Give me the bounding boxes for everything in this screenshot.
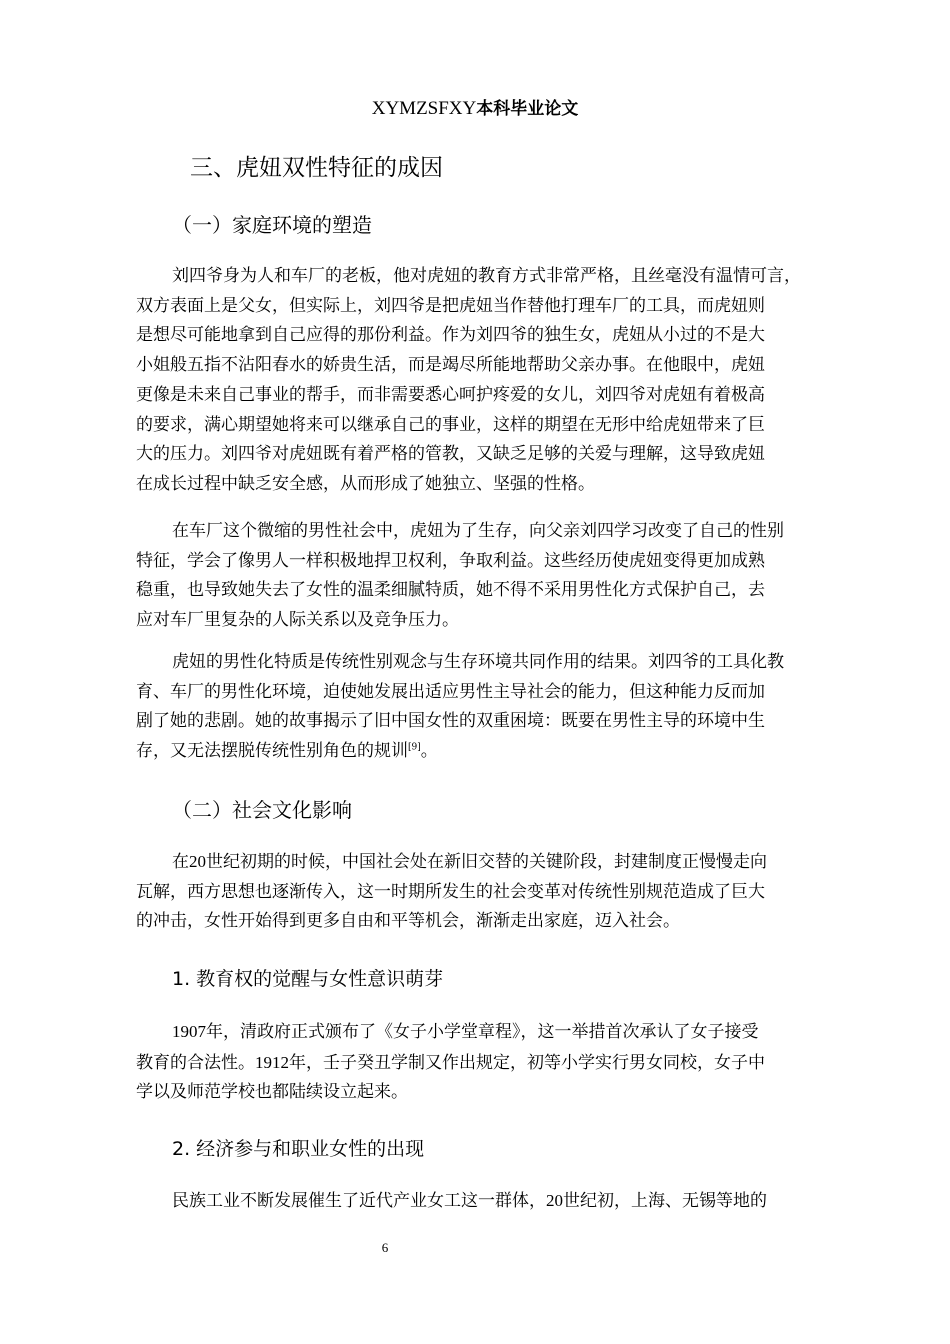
text-line: 剧了她的悲剧。她的故事揭示了旧中国女性的双重困境：既要在男性主导的环境中生 [136,711,765,732]
subsection-title-society: （二）社会文化影响 [172,798,352,822]
text-run: 世纪初，上海、无锡等地的 [563,1191,767,1211]
text-line [136,1186,872,1217]
text-line [136,1017,872,1048]
year-number: 20 [189,852,206,871]
paragraph-family-2 [136,517,872,636]
text-line: 虎妞的男性化特质是传统性别观念与生存环境共同作用的结果。刘四爷的工具化教 [172,652,784,672]
text-line: 更像是未来自己事业的帮手，而非需要悉心呵护疼爱的女儿，刘四爷对虎妞有着极高 [136,384,765,405]
text-run: 在 [172,852,189,872]
page-number: 6 [381,1240,389,1255]
year-number: 1907 [172,1022,206,1041]
text-line: 的冲击，女性开始得到更多自由和平等机会，渐渐走出家庭，迈入社会。 [136,911,680,932]
paragraph-family-1 [136,262,872,500]
text-run: 世纪初期的时候，中国社会处在新旧交替的关键阶段，封建制度正慢慢走向 [206,852,767,872]
text-line: 在车厂这个微缩的男性社会中，虎妞为了生存，向父亲刘四学习改变了自己的性别 [172,521,784,541]
paragraph-education [136,1017,872,1108]
text-line: 应对车厂里复杂的人际关系以及竞争压力。 [136,610,459,631]
text-run: 。 [420,741,438,762]
citation-marker: [9] [408,742,421,753]
text-line: 在成长过程中缺乏安全感，从而形成了她独立、坚强的性格。 [136,473,595,494]
section-title: 三、虎妞双性特征的成因 [190,155,443,181]
paragraph-economy [136,1186,872,1217]
text-run: 年，清政府正式颁布了《女子小学堂章程》，这一举措首次承认了女子接受 [206,1022,759,1042]
text-line: 的要求，满心期望她将来可以继承自己的事业，这样的期望在无形中给虎妞带来了巨 [136,414,765,435]
text-line [136,1048,872,1079]
paragraph-family-3 [136,648,872,767]
text-line: 瓦解，西方思想也逐渐传入，这一时期所发生的社会变革对传统性别规范造成了巨大 [136,881,765,902]
text-line: 育、车厂的男性化环境，迫使她发展出适应男性主导社会的能力，但这种能力反而加 [136,681,765,702]
text-line: 双方表面上是父女，但实际上，刘四爷是把虎妞当作替他打理车厂的工具，而虎妞则 [136,295,765,316]
paragraph-society-1 [136,847,872,937]
year-number: 1912 [255,1052,289,1072]
text-run: 年，壬子癸丑学制又作出规定，初等小学实行男女同校，女子中 [289,1052,765,1073]
text-line: 稳重，也导致她失去了女性的温柔细腻特质，她不得不采用男性化方式保护自己，去 [136,580,765,601]
text-line: 学以及师范学校也都陆续设立起来。 [136,1082,408,1103]
page-header [0,96,950,122]
text-line: 是想尽可能地拿到自己应得的那份利益。作为刘四爷的独生女，虎妞从小过的不是大 [136,325,765,346]
text-line [136,737,872,767]
text-line: 大的压力。刘四爷对虎妞既有着严格的管教，又缺乏足够的关爱与理解，这导致虎妞 [136,444,765,465]
text-run: 民族工业不断发展催生了近代产业女工这一群体， [172,1191,546,1211]
text-line: 特征，学会了像男人一样积极地捍卫权利，争取利益。这些经历使虎妞变得更加成熟 [136,550,765,571]
subsubsection-title-education: 1. 教育权的觉醒与女性意识萌芽 [172,968,444,990]
header-school-code: XYMZSFXY [371,98,477,119]
subsection-title-family: （一）家庭环境的塑造 [172,213,372,237]
header-thesis-label: 本科毕业论文 [476,99,579,119]
text-run: 教育的合法性。 [136,1052,255,1073]
text-line [136,847,872,878]
subsubsection-title-economy: 2. 经济参与和职业女性的出现 [172,1138,425,1160]
year-number: 20 [546,1191,563,1210]
text-line: 刘四爷身为人和车厂的老板，他对虎妞的教育方式非常严格，且丝毫没有温情可言， [172,266,801,286]
text-line: 小姐般五指不沾阳春水的娇贵生活，而是竭尽所能地帮助父亲办事。在他眼中，虎妞 [136,355,765,376]
text-run: 存，又无法摆脱传统性别角色的规训 [136,741,408,762]
